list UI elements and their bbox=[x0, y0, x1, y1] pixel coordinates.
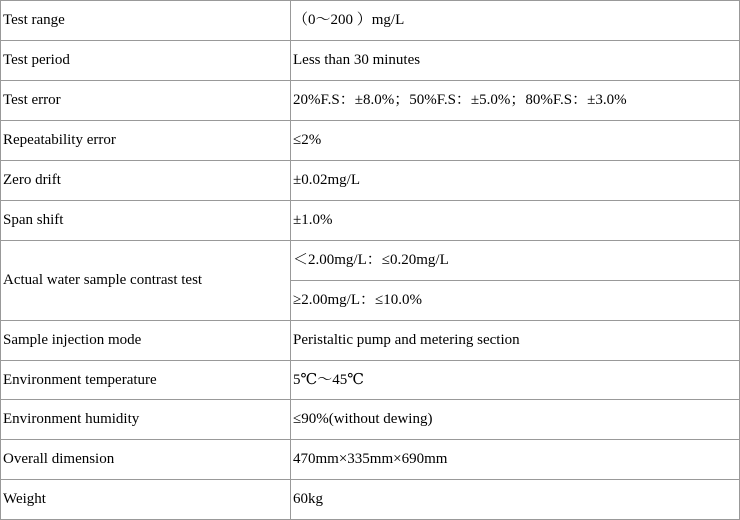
table-row bbox=[1, 1, 740, 41]
row-value: 60kg bbox=[291, 480, 740, 520]
row-label: Environment temperature bbox=[1, 361, 291, 400]
row-label: Sample injection mode bbox=[1, 321, 291, 361]
row-value: ＜2.00mg/L：≤0.20mg/L bbox=[291, 241, 740, 281]
row-value: 5℃～45℃ bbox=[291, 361, 740, 400]
table-row bbox=[1, 400, 740, 440]
row-value: ±0.02mg/L bbox=[291, 161, 740, 201]
row-label: Test period bbox=[1, 41, 291, 81]
table-row bbox=[1, 241, 740, 281]
table-row bbox=[1, 81, 740, 121]
table-row bbox=[1, 480, 740, 520]
row-value: ≤2% bbox=[291, 121, 740, 161]
row-value: （0～200 ）mg/L bbox=[291, 1, 740, 41]
table-row bbox=[1, 161, 740, 201]
row-label: Test error bbox=[1, 81, 291, 121]
table-row bbox=[1, 440, 740, 480]
row-label: Repeatability error bbox=[1, 121, 291, 161]
row-value: ≤90%(without dewing) bbox=[291, 400, 740, 440]
row-label: Environment humidity bbox=[1, 400, 291, 440]
table-row bbox=[1, 41, 740, 81]
row-value: 20%F.S：±8.0%；50%F.S：±5.0%；80%F.S：±3.0% bbox=[291, 81, 740, 121]
row-value: ≥2.00mg/L：≤10.0% bbox=[291, 281, 740, 321]
row-label: Weight bbox=[1, 480, 291, 520]
row-label: Overall dimension bbox=[1, 440, 291, 480]
row-value: Less than 30 minutes bbox=[291, 41, 740, 81]
table-row bbox=[1, 361, 740, 400]
table-row bbox=[1, 121, 740, 161]
row-label: Zero drift bbox=[1, 161, 291, 201]
table-row bbox=[1, 321, 740, 361]
row-value: Peristaltic pump and metering section bbox=[291, 321, 740, 361]
row-label: Span shift bbox=[1, 201, 291, 241]
row-value: 470mm×335mm×690mm bbox=[291, 440, 740, 480]
row-label: Actual water sample contrast test bbox=[1, 241, 291, 321]
row-label: Test range bbox=[1, 1, 291, 41]
table-row bbox=[1, 201, 740, 241]
row-value: ±1.0% bbox=[291, 201, 740, 241]
